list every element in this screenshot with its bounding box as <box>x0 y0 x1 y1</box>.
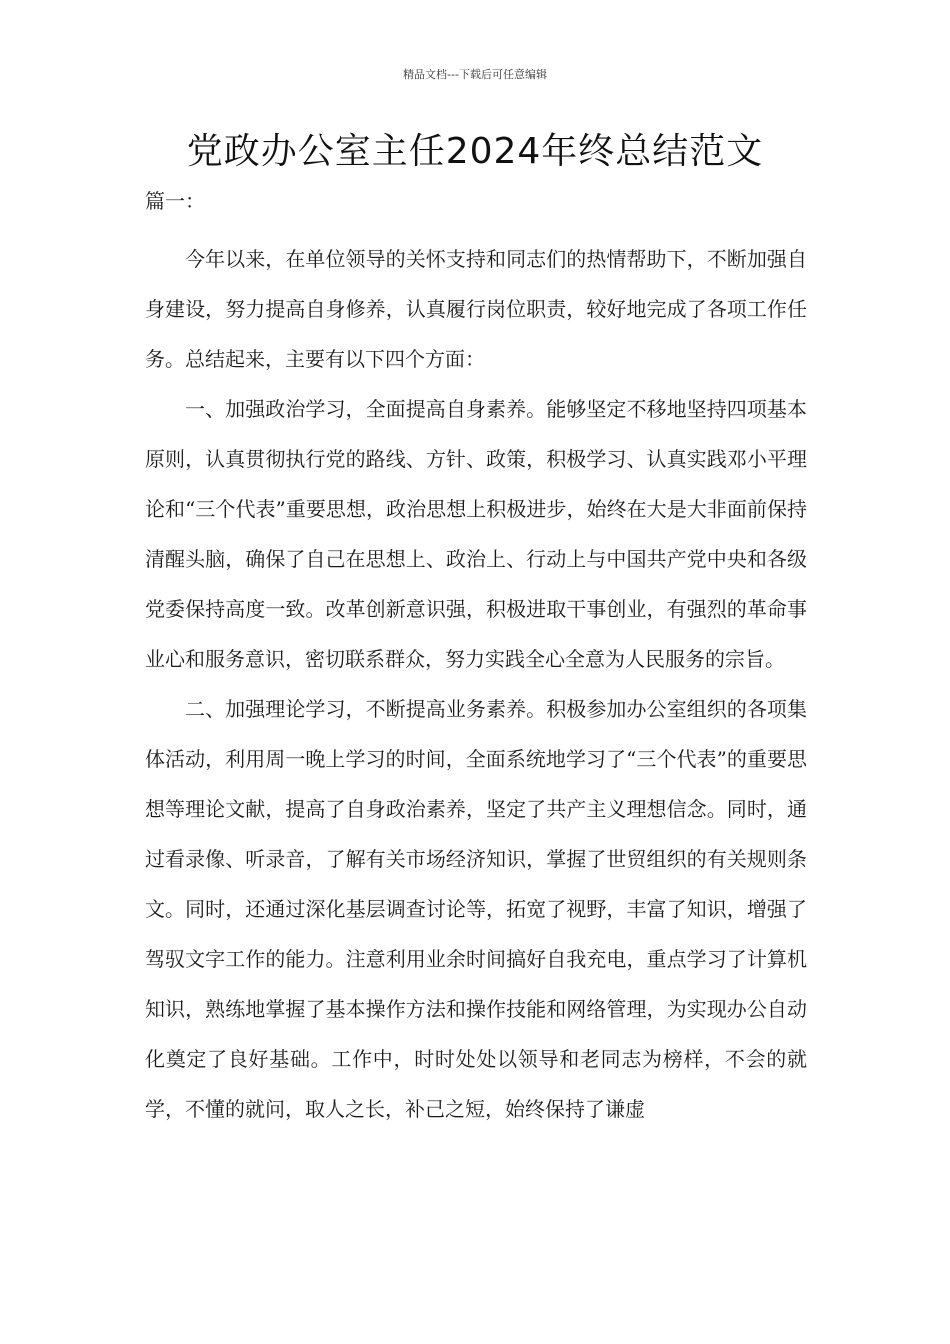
section-label: 篇一： <box>145 189 205 213</box>
document-body <box>145 184 807 1134</box>
paragraph-theory-study: 二、加强理论学习，不断提高业务素养。积极参加办公室组织的各项集体活动，利用周一晚上学习的时间，全面系统地学习了“三个代表”的重要思想等理论文献，提高了自身政治素养，坚定了共产主义理想信念。同时，通过看录像、听录音，了解有关市场经济知识，掌握了世贸组织的有关规则条文。同时，还通过深化基层调查讨论等，拓宽了视野，丰富了知识，增强了驾驭文字工作的能力。注意利用业余时间搞好自我充电，重点学习了计算机知识，熟练地掌握了基本操作方法和操作技能和网络管理，为实现办公自动化奠定了良好基础。工作中，时时处处以领导和老同志为榜样，不会的就学，不懂的就问，取人之长，补己之短，始终保持了谦虚 <box>145 697 807 1121</box>
paragraph-intro: 今年以来，在单位领导的关怀支持和同志们的热情帮助下，不断加强自身建设，努力提高自身修养，认真履行岗位职责，较好地完成了各项工作任务。总结起来，主要有以下四个方面： <box>145 247 807 371</box>
page-header: 精品文档---下载后可任意编辑 <box>403 68 547 81</box>
paragraph-political-study: 一、加强政治学习，全面提高自身素养。能够坚定不移地坚持四项基本原则，认真贯彻执行党的路线、方针、政策，积极学习、认真实践邓小平理论和“三个代表”重要思想，政治思想上积极进步，始终在大是大非面前保持清醒头脑，确保了自己在思想上、政治上、行动上与中国共产党中央和各级党委保持高度一致。改革创新意识强，积极进取干事创业，有强烈的革命事业心和服务意识，密切联系群众，努力实践全心全意为人民服务的宗旨。 <box>145 397 807 671</box>
document-title: 党政办公室主任2024年终总结范文 <box>186 131 764 172</box>
